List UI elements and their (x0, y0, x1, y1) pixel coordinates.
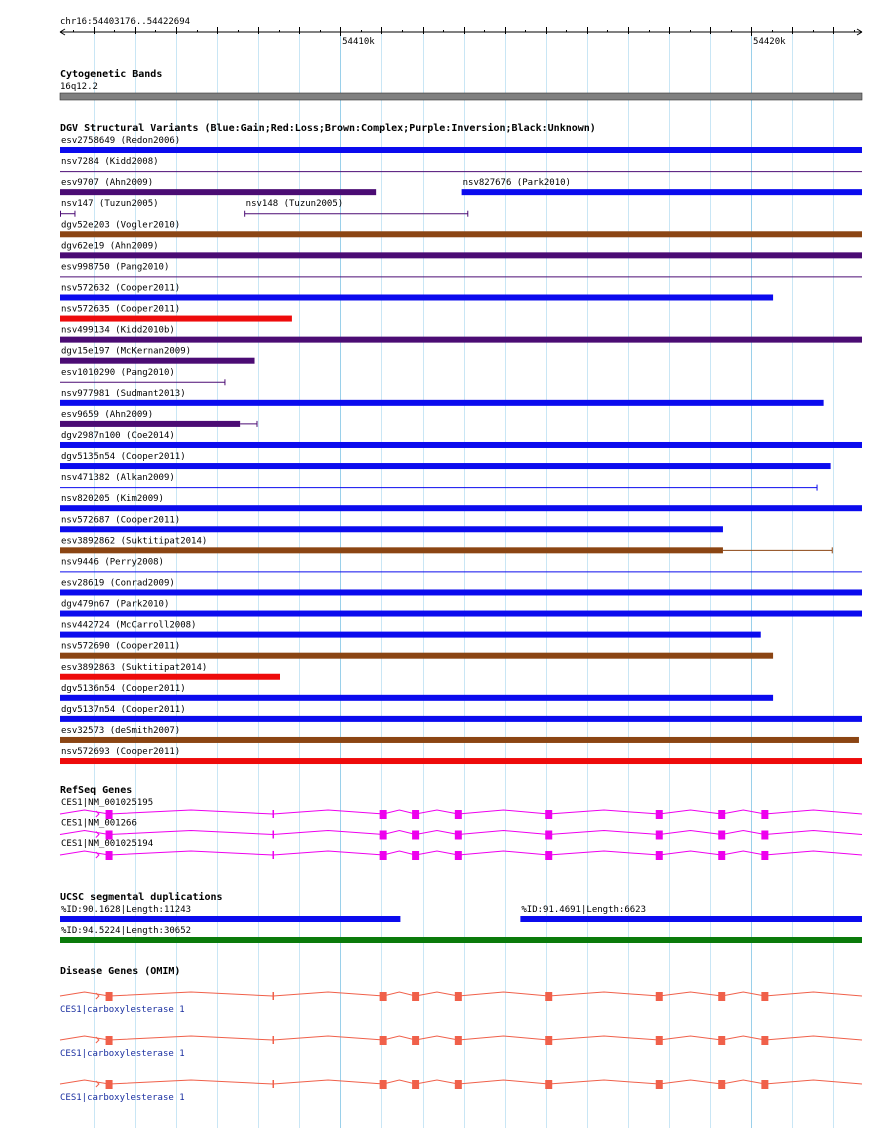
dgv-variant-bar[interactable] (60, 421, 240, 427)
dgv-variant[interactable] (60, 157, 862, 172)
dgv-variant-bar[interactable] (60, 547, 723, 553)
gene-exon[interactable] (761, 831, 768, 840)
dgv-variant[interactable] (60, 536, 832, 553)
dgv-variant-label: dgv479n67 (Park2010) (61, 599, 170, 610)
segdup-feature-bar[interactable] (520, 916, 862, 922)
gene-exon[interactable] (273, 1080, 275, 1088)
dgv-variant-bar[interactable] (60, 252, 862, 258)
gene-exon[interactable] (545, 1036, 552, 1045)
refseq-transcript[interactable] (60, 798, 862, 819)
dgv-variant-bar[interactable] (60, 611, 862, 617)
omim-track-title[interactable]: Disease Genes (OMIM) (60, 966, 181, 977)
dgv-variant-label: nsv572693 (Cooper2011) (61, 747, 181, 758)
dgv-variant-label: nsv572690 (Cooper2011) (61, 641, 181, 652)
dgv-variant[interactable] (60, 326, 862, 343)
dgv-variant-label: nsv820205 (Kim2009) (61, 494, 164, 505)
gene-exon[interactable] (718, 1080, 725, 1089)
dgv-variant-label: esv2758649 (Redon2006) (61, 136, 181, 146)
gene-exon[interactable] (273, 831, 275, 839)
dgv-variant-label: esv9659 (Ahn2009) (61, 409, 154, 420)
segdup-feature[interactable] (520, 905, 862, 922)
gene-exon[interactable] (106, 1036, 113, 1045)
dgv-variant-bar[interactable] (60, 737, 859, 743)
gene-exon[interactable] (718, 992, 725, 1001)
dgv-variant-bar[interactable] (60, 463, 831, 469)
ruler-track (60, 17, 862, 47)
gene-exon[interactable] (656, 1080, 663, 1089)
dgv-variant-label: esv28619 (Conrad2009) (61, 578, 175, 589)
dgv-variant-label: dgv52e203 (Vogler2010) (61, 220, 181, 231)
refseq-transcript-label: CES1|NM_001025194 (61, 839, 154, 849)
gene-exon[interactable] (380, 1080, 387, 1089)
segdup-track-title[interactable]: UCSC segmental duplications (60, 892, 223, 903)
gene-exon[interactable] (545, 992, 552, 1001)
cytoband-label: 16q12.2 (60, 82, 98, 92)
gene-exon[interactable] (106, 1080, 113, 1089)
dgv-variant[interactable] (60, 178, 376, 195)
omim-gene[interactable] (60, 1036, 862, 1059)
dgv-variant-bar[interactable] (60, 294, 773, 300)
ruler-tick-label: 54420k (753, 37, 786, 47)
dgv-variant-bar[interactable] (60, 653, 773, 659)
dgv-variant[interactable] (60, 241, 862, 258)
dgv-variant[interactable] (60, 747, 862, 764)
gene-exon[interactable] (412, 1080, 419, 1089)
dgv-variant-label: esv3892862 (Suktitipat2014) (61, 536, 208, 547)
gene-exon[interactable] (718, 851, 725, 860)
refseq-transcript-label: CES1|NM_001025195 (61, 798, 154, 808)
gene-exon[interactable] (718, 831, 725, 840)
dgv-variant-label: nsv148 (Tuzun2005) (245, 199, 344, 210)
refseq-transcript[interactable] (60, 819, 862, 840)
dgv-variant[interactable] (60, 389, 824, 406)
segdup-feature-label: %ID:91.4691|Length:6623 (521, 905, 647, 915)
dgv-variant[interactable] (60, 136, 862, 153)
dgv-variant[interactable] (60, 283, 773, 300)
dgv-variant[interactable] (60, 431, 862, 448)
dgv-variant-bar[interactable] (60, 505, 862, 511)
dgv-variant-label: nsv7284 (Kidd2008) (61, 157, 159, 168)
dgv-variant[interactable] (60, 452, 831, 469)
gene-exon[interactable] (380, 851, 387, 860)
dgv-variant[interactable] (60, 684, 773, 701)
gene-exon[interactable] (656, 810, 663, 819)
cytoband-track-title[interactable]: Cytogenetic Bands (60, 69, 163, 80)
gene-exon[interactable] (380, 1036, 387, 1045)
gene-exon[interactable] (412, 1036, 419, 1045)
gene-exon[interactable] (273, 992, 275, 1000)
dgv-variant-label: nsv827676 (Park2010) (462, 178, 571, 189)
dgv-variant[interactable] (60, 410, 257, 427)
dgv-variant-bar[interactable] (60, 632, 761, 638)
gene-exon[interactable] (761, 851, 768, 860)
gene-exon[interactable] (380, 831, 387, 840)
omim-gene-label: CES1|carboxylesterase 1 (60, 1093, 185, 1103)
dgv-variant-label: nsv9446 (Perry2008) (61, 557, 164, 568)
gene-exon[interactable] (273, 1036, 275, 1044)
gene-exon[interactable] (455, 992, 462, 1001)
gene-exon[interactable] (273, 851, 275, 859)
disease-genes-omim-track (60, 965, 862, 1103)
dgv-variant-bar[interactable] (462, 189, 862, 195)
gene-exon[interactable] (656, 1036, 663, 1045)
dgv-variant-label: nsv499134 (Kidd2010b) (61, 325, 175, 336)
dgv-variant-bar[interactable] (60, 589, 862, 595)
dgv-variant-label: dgv5136n54 (Cooper2011) (61, 683, 186, 694)
dgv-variant-bar[interactable] (60, 147, 862, 153)
dgv-variant[interactable] (60, 642, 773, 659)
dgv-variant-bar[interactable] (60, 716, 862, 722)
segmental-duplications-track (60, 891, 862, 943)
dgv-variant-label: esv998750 (Pang2010) (61, 262, 170, 273)
grid-lines (95, 32, 834, 1128)
dgv-variant[interactable] (60, 600, 862, 617)
gene-exon[interactable] (761, 1036, 768, 1045)
dgv-variant-bar[interactable] (60, 358, 255, 364)
dgv-variant-bar[interactable] (60, 337, 862, 343)
dgv-variant[interactable] (60, 494, 862, 511)
dgv-variant-bar[interactable] (60, 400, 824, 406)
gene-exon[interactable] (455, 810, 462, 819)
dgv-variant-label: nsv147 (Tuzun2005) (61, 199, 159, 210)
gene-exon[interactable] (412, 810, 419, 819)
refseq-features (60, 798, 862, 860)
gene-exon[interactable] (412, 831, 419, 840)
dgv-variant-bar[interactable] (60, 674, 280, 680)
dgv-variant-label: dgv5137n54 (Cooper2011) (61, 704, 186, 715)
gene-exon[interactable] (412, 851, 419, 860)
omim-gene[interactable] (60, 992, 862, 1015)
dgv-track-title[interactable]: DGV Structural Variants (Blue:Gain;Red:Loss;Brown:Complex;Purple:Inversion;Black:Unknown) (60, 123, 596, 134)
segdup-feature[interactable] (60, 926, 862, 943)
ruler-range-label: chr16:54403176..54422694 (60, 17, 191, 27)
gene-exon[interactable] (761, 1080, 768, 1089)
dgv-variant-bar[interactable] (60, 695, 773, 701)
refseq-track-title[interactable]: RefSeq Genes (60, 785, 133, 796)
gene-exon[interactable] (412, 992, 419, 1001)
dgv-variant-label: nsv572635 (Cooper2011) (61, 304, 181, 315)
cytoband-track (60, 68, 862, 100)
segdup-feature-label: %ID:94.5224|Length:30652 (61, 926, 192, 936)
dgv-variant[interactable] (60, 220, 862, 237)
gene-exon[interactable] (718, 1036, 725, 1045)
dgv-variant-label: nsv471382 (Alkan2009) (61, 473, 175, 484)
dgv-variant[interactable] (245, 199, 468, 217)
dgv-variant-label: esv3892863 (Suktitipat2014) (61, 662, 208, 673)
segdup-feature-bar[interactable] (60, 937, 862, 943)
omim-gene[interactable] (60, 1080, 862, 1103)
dgv-variant[interactable] (60, 663, 280, 680)
dgv-variant[interactable] (60, 347, 255, 364)
omim-features (60, 992, 862, 1103)
refseq-transcript-label: CES1|NM_001266 (61, 818, 137, 829)
dgv-variant-label: nsv572632 (Cooper2011) (61, 283, 181, 294)
gene-exon[interactable] (761, 810, 768, 819)
omim-gene-label: CES1|carboxylesterase 1 (60, 1049, 185, 1059)
dgv-variant[interactable] (60, 726, 859, 743)
refseq-genes-track (60, 785, 862, 860)
gene-exon[interactable] (761, 992, 768, 1001)
dgv-variant-label: dgv15e197 (McKernan2009) (61, 346, 192, 357)
segdup-feature-label: %ID:90.1628|Length:11243 (61, 905, 192, 915)
ruler-tick-label: 54410k (342, 37, 375, 47)
dgv-variant[interactable] (60, 305, 292, 322)
gene-exon[interactable] (656, 831, 663, 840)
dgv-variant[interactable] (462, 178, 862, 195)
dgv-variant[interactable] (60, 368, 225, 386)
gene-exon[interactable] (545, 1080, 552, 1089)
dgv-variant[interactable] (60, 578, 862, 595)
gene-exon[interactable] (545, 851, 552, 860)
gene-exon[interactable] (380, 810, 387, 819)
gene-exon[interactable] (545, 810, 552, 819)
gene-exon[interactable] (718, 810, 725, 819)
dgv-variant-label: dgv62e19 (Ahn2009) (61, 241, 159, 252)
dgv-variant-label: esv1010290 (Pang2010) (61, 367, 175, 378)
refseq-transcript[interactable] (60, 839, 862, 860)
segdup-feature[interactable] (60, 905, 400, 922)
dgv-variant[interactable] (60, 515, 723, 532)
dgv-structural-variants-track (60, 122, 862, 764)
gene-exon[interactable] (455, 831, 462, 840)
dgv-variant-bar[interactable] (60, 758, 862, 764)
dgv-variant-bar[interactable] (60, 189, 376, 195)
gene-exon[interactable] (656, 992, 663, 1001)
dgv-variant-bar[interactable] (60, 442, 862, 448)
dgv-variant-bar[interactable] (60, 526, 723, 532)
dgv-variant-label: nsv572687 (Cooper2011) (61, 515, 181, 526)
cytoband-bar[interactable] (60, 93, 862, 100)
gene-exon[interactable] (455, 851, 462, 860)
dgv-variant[interactable] (60, 473, 817, 491)
gene-exon[interactable] (656, 851, 663, 860)
gene-exon[interactable] (455, 1080, 462, 1089)
dgv-variant[interactable] (60, 621, 761, 638)
dgv-variant-label: nsv442724 (McCarroll2008) (61, 620, 197, 631)
dgv-variant-label: esv9707 (Ahn2009) (61, 178, 154, 189)
dgv-variant-label: dgv5135n54 (Cooper2011) (61, 452, 186, 463)
omim-gene-label: CES1|carboxylesterase 1 (60, 1005, 185, 1015)
gene-exon[interactable] (106, 992, 113, 1001)
gene-exon[interactable] (545, 831, 552, 840)
gene-exon[interactable] (273, 810, 275, 818)
dgv-variant[interactable] (60, 557, 862, 572)
dgv-variant[interactable] (60, 262, 862, 277)
dgv-variant[interactable] (60, 199, 159, 217)
dgv-variant-label: nsv977981 (Sudmant2013) (61, 388, 186, 399)
gene-exon[interactable] (380, 992, 387, 1001)
dgv-variant-bar[interactable] (60, 316, 292, 322)
segdup-features (60, 905, 862, 943)
dgv-variant-bar[interactable] (60, 231, 862, 237)
dgv-variant[interactable] (60, 705, 862, 722)
dgv-variant-label: esv32573 (deSmith2007) (61, 725, 181, 736)
gene-exon[interactable] (455, 1036, 462, 1045)
dgv-variant-label: dgv2987n100 (Coe2014) (61, 430, 175, 441)
gene-exon[interactable] (106, 851, 113, 860)
segdup-feature-bar[interactable] (60, 916, 400, 922)
dgv-features (60, 136, 862, 764)
